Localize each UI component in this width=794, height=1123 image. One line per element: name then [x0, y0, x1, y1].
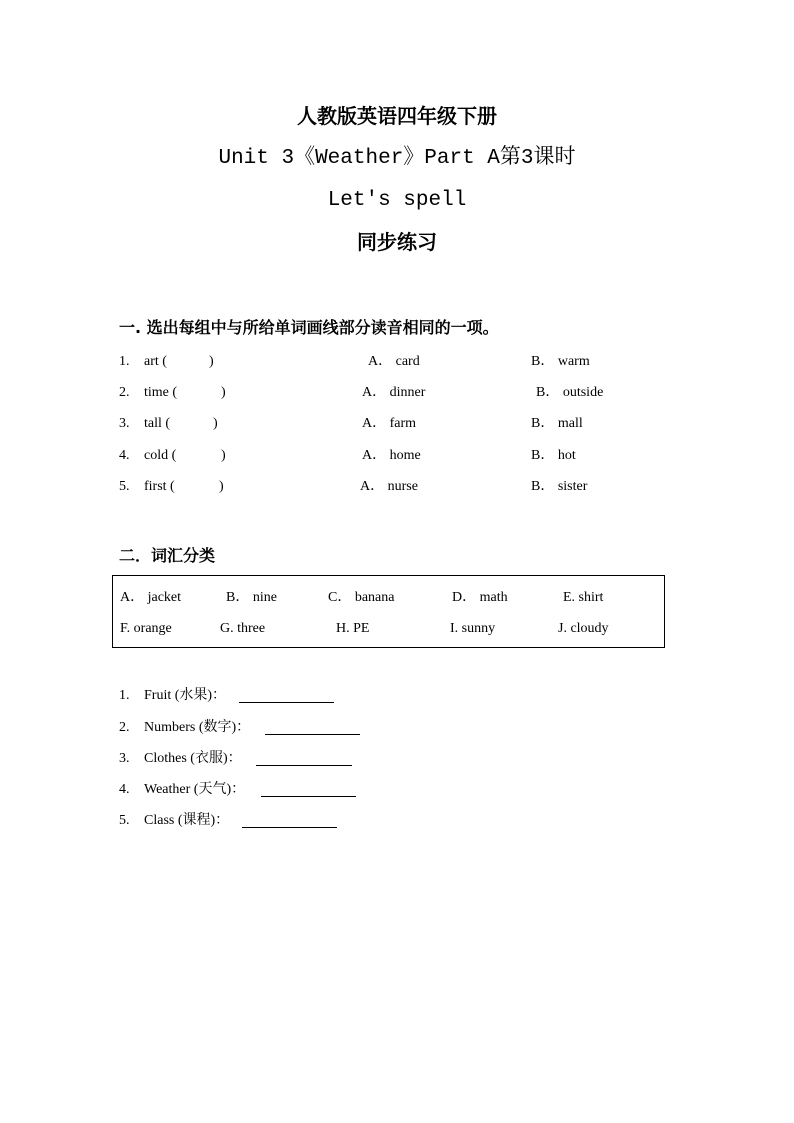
word-option: C． banana [328, 590, 395, 605]
item-label: Weather (天气)： [144, 782, 246, 797]
answer-blank[interactable] [256, 751, 352, 766]
answer-bracket-close[interactable]: ) [213, 416, 218, 431]
question-word: cold ( [144, 448, 177, 463]
word-option: B． nine [226, 590, 277, 605]
answer-blank[interactable] [242, 813, 337, 828]
word-option: A． jacket [120, 590, 182, 605]
question-word: time ( [144, 385, 178, 400]
item-number: 2. [119, 720, 130, 735]
question-word: art ( [144, 354, 167, 369]
answer-blank[interactable] [265, 720, 360, 735]
section1-heading: 一. 选出每组中与所给单词画线部分读音相同的一项。 [119, 318, 499, 337]
item-label: Numbers (数字)： [144, 720, 251, 735]
answer-blank[interactable] [261, 782, 356, 797]
section2-heading: 二．词汇分类 [119, 546, 216, 565]
option-a: A． farm [362, 416, 417, 431]
question-number: 1. [119, 354, 130, 369]
question-number: 2. [119, 385, 130, 400]
question-number: 5. [119, 479, 130, 494]
word-option: G. three [220, 621, 266, 636]
answer-bracket-close[interactable]: ) [221, 385, 226, 400]
answer-bracket-close[interactable]: ) [221, 448, 226, 463]
item-label: Fruit (水果)： [144, 688, 227, 703]
word-option: E. shirt [563, 590, 604, 605]
question-word: first ( [144, 479, 175, 494]
answer-bracket-close[interactable]: ) [219, 479, 224, 494]
word-option: D． math [452, 590, 508, 605]
item-number: 1. [119, 688, 130, 703]
option-a: A． card [368, 354, 420, 369]
word-option: I. sunny [450, 621, 496, 636]
option-b: B． sister [531, 479, 588, 494]
lesson-title: Let's spell [327, 189, 467, 212]
document-title: 人教版英语四年级下册 [297, 104, 497, 128]
option-b: B． warm [531, 354, 590, 369]
option-a: A． home [362, 448, 421, 463]
item-label: Class (课程)： [144, 813, 230, 828]
item-number: 5. [119, 813, 130, 828]
option-a: A． dinner [362, 385, 426, 400]
answer-bracket-close[interactable]: ) [209, 354, 214, 369]
question-number: 4. [119, 448, 130, 463]
word-option: H. PE [336, 621, 370, 636]
item-label: Clothes (衣服)： [144, 751, 242, 766]
option-a: A． nurse [360, 479, 418, 494]
word-option: J. cloudy [558, 621, 609, 636]
option-b: B． mall [531, 416, 583, 431]
answer-blank[interactable] [239, 688, 334, 703]
practice-title: 同步练习 [357, 230, 437, 254]
unit-title: Unit 3《Weather》Part A第3课时 [218, 147, 576, 170]
item-number: 3. [119, 751, 130, 766]
word-option: F. orange [120, 621, 172, 636]
option-b: B． outside [536, 385, 604, 400]
question-number: 3. [119, 416, 130, 431]
word-bank-box [112, 575, 665, 648]
question-word: tall ( [144, 416, 171, 431]
option-b: B． hot [531, 448, 576, 463]
item-number: 4. [119, 782, 130, 797]
